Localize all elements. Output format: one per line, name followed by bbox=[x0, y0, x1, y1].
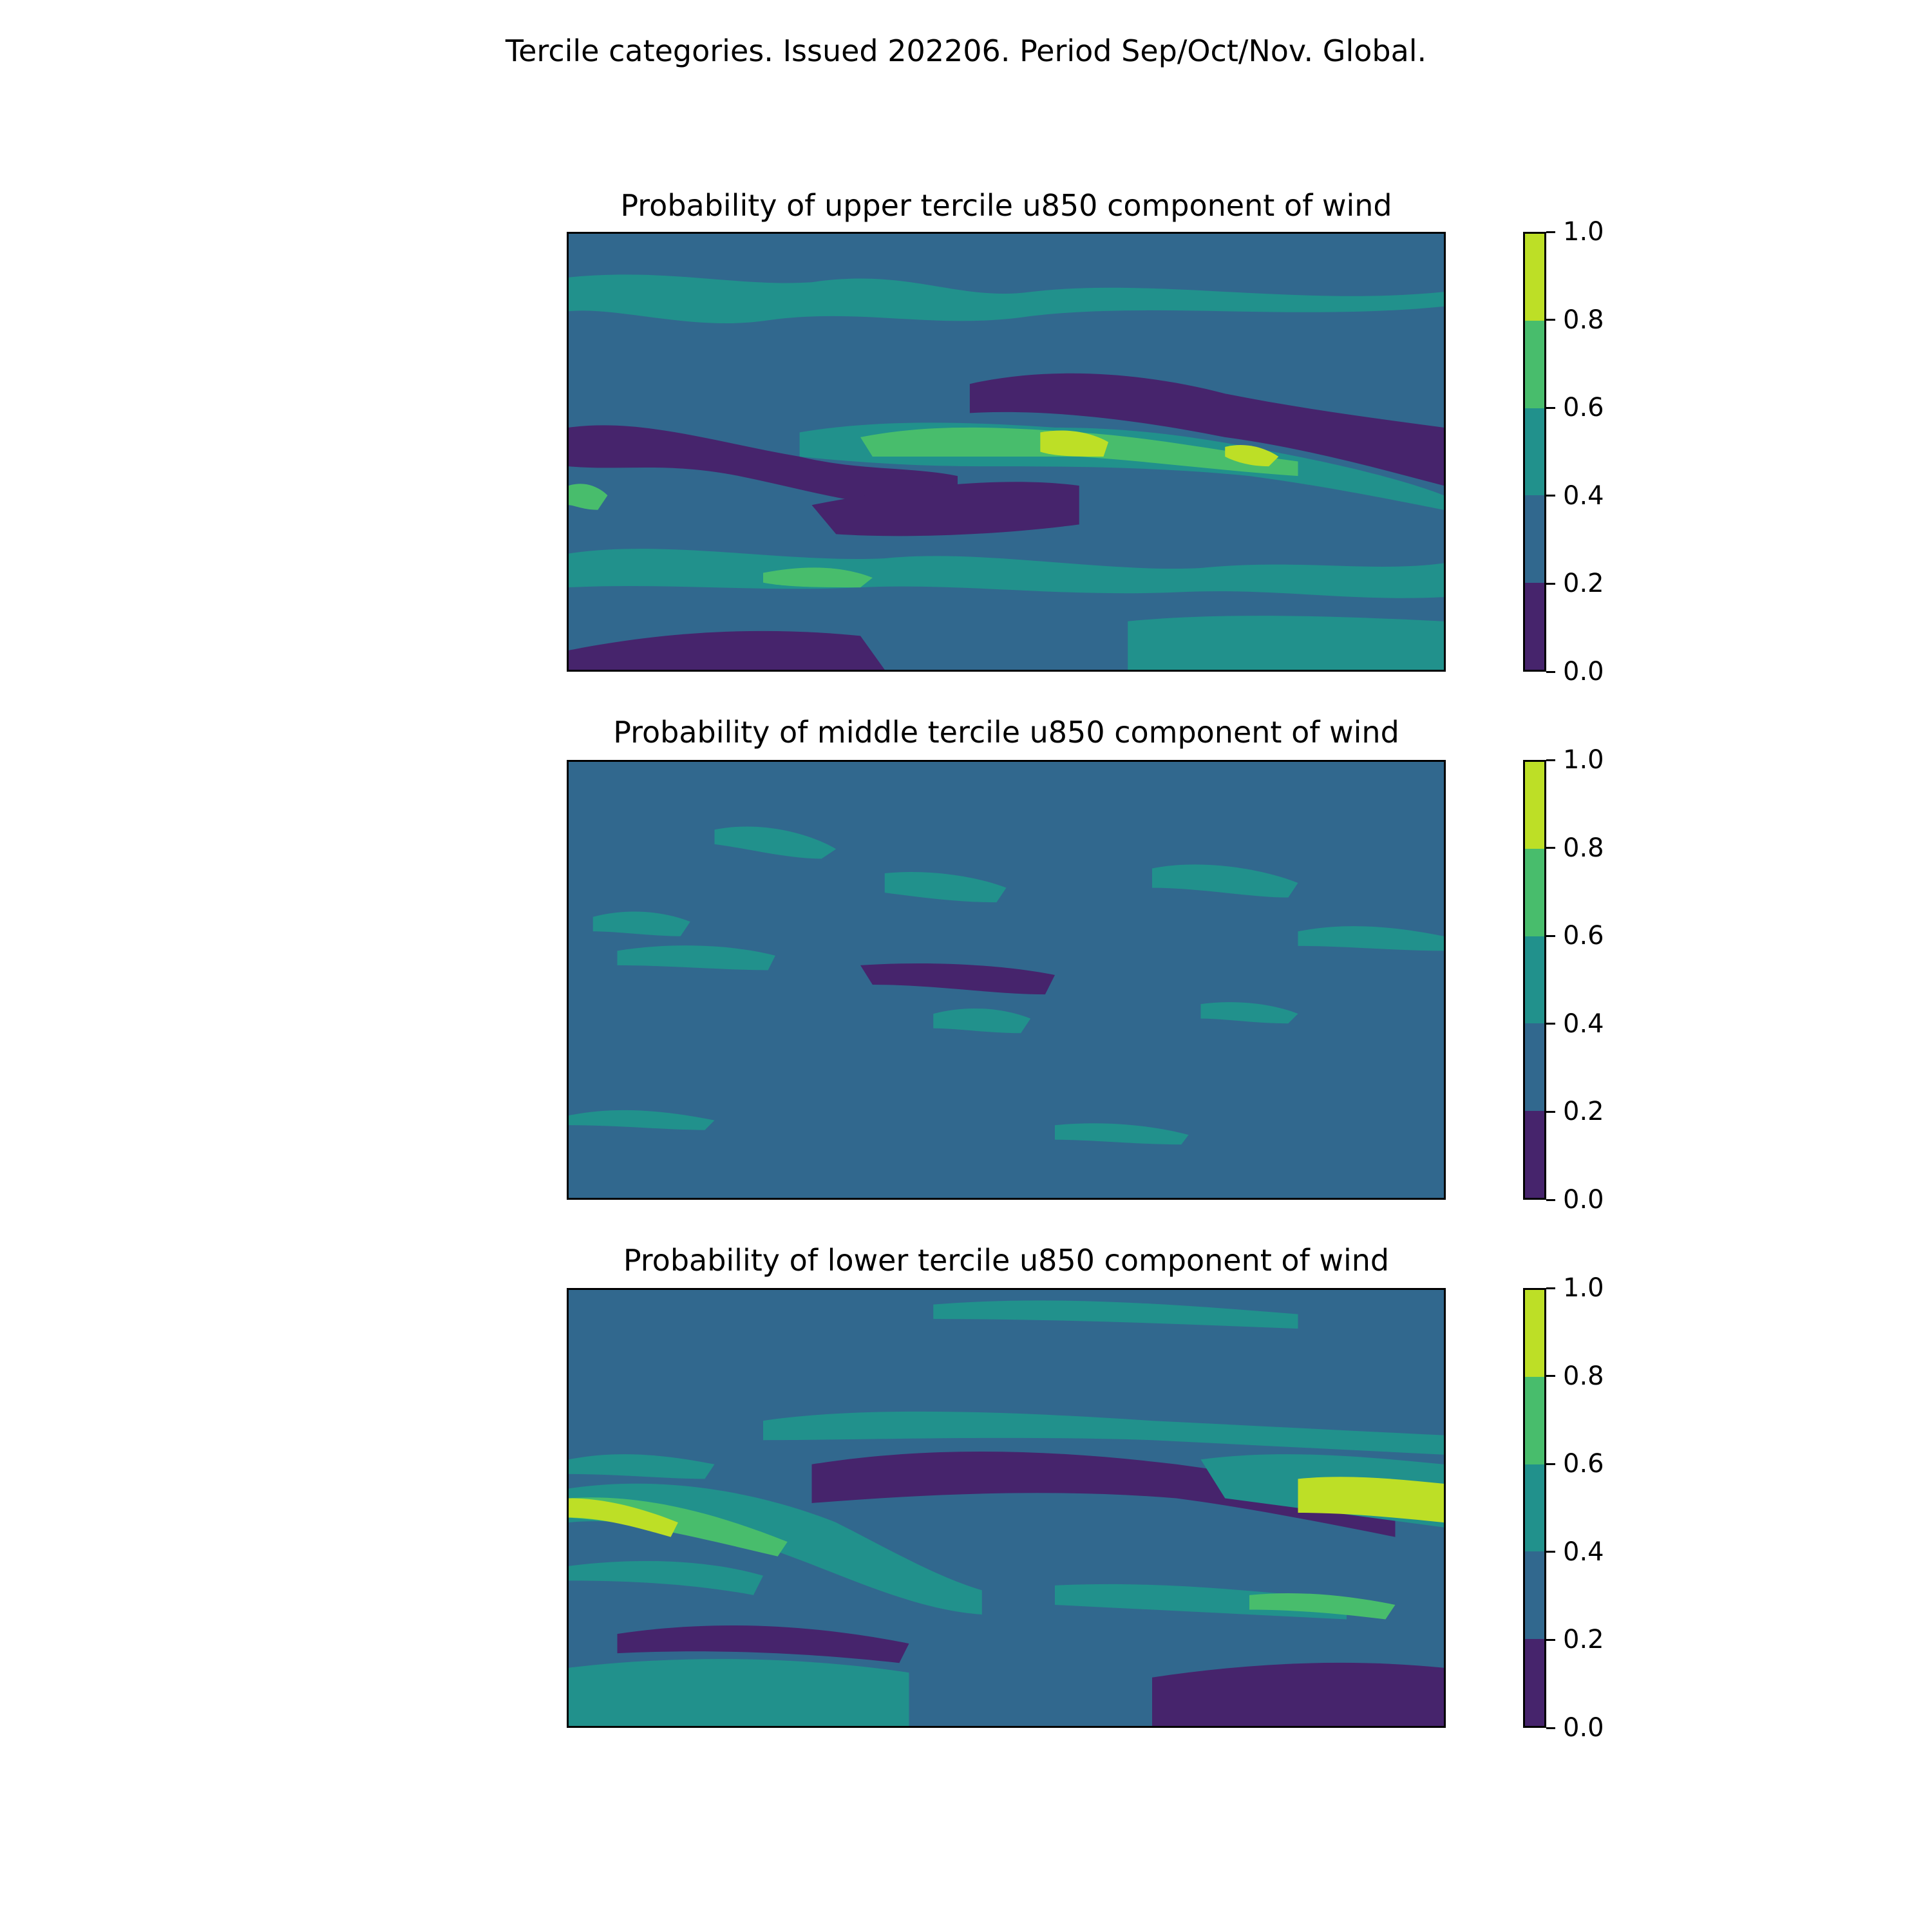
map-upper-tercile bbox=[567, 232, 1446, 672]
panel-title-upper: Probability of upper tercile u850 component of wind bbox=[620, 188, 1392, 223]
colorbar-upper bbox=[1523, 232, 1546, 672]
colorbar-bin-0.4-0.6 bbox=[1525, 1464, 1544, 1551]
colorbar-bin-0.2-0.4 bbox=[1525, 1551, 1544, 1638]
figure-suptitle: Tercile categories. Issued 202206. Period Sep/Oct/Nov. Global. bbox=[505, 33, 1427, 68]
colorbar-bin-0.8-1.0 bbox=[1525, 762, 1544, 849]
colorbar-bin-0.2-0.4 bbox=[1525, 495, 1544, 582]
colorbar-bin-0.2-0.4 bbox=[1525, 1023, 1544, 1110]
colorbar-bin-0.0-0.2 bbox=[1525, 1111, 1544, 1198]
colorbar-bin-0.6-0.8 bbox=[1525, 1377, 1544, 1464]
map-middle-tercile bbox=[567, 760, 1446, 1200]
colorbar-bin-0.8-1.0 bbox=[1525, 234, 1544, 321]
panel-title-lower: Probability of lower tercile u850 component of wind bbox=[623, 1243, 1390, 1278]
colorbar-bin-0.4-0.6 bbox=[1525, 408, 1544, 495]
colorbar-bin-0.6-0.8 bbox=[1525, 849, 1544, 936]
colorbar-bin-0.0-0.2 bbox=[1525, 1639, 1544, 1726]
panel-title-middle: Probability of middle tercile u850 component of wind bbox=[613, 715, 1399, 750]
colorbar-bin-0.8-1.0 bbox=[1525, 1290, 1544, 1377]
colorbar-bin-0.4-0.6 bbox=[1525, 936, 1544, 1023]
colorbar-bin-0.6-0.8 bbox=[1525, 321, 1544, 408]
colorbar-bin-0.0-0.2 bbox=[1525, 583, 1544, 670]
colorbar-lower bbox=[1523, 1288, 1546, 1728]
map-lower-tercile bbox=[567, 1288, 1446, 1728]
colorbar-middle bbox=[1523, 760, 1546, 1200]
